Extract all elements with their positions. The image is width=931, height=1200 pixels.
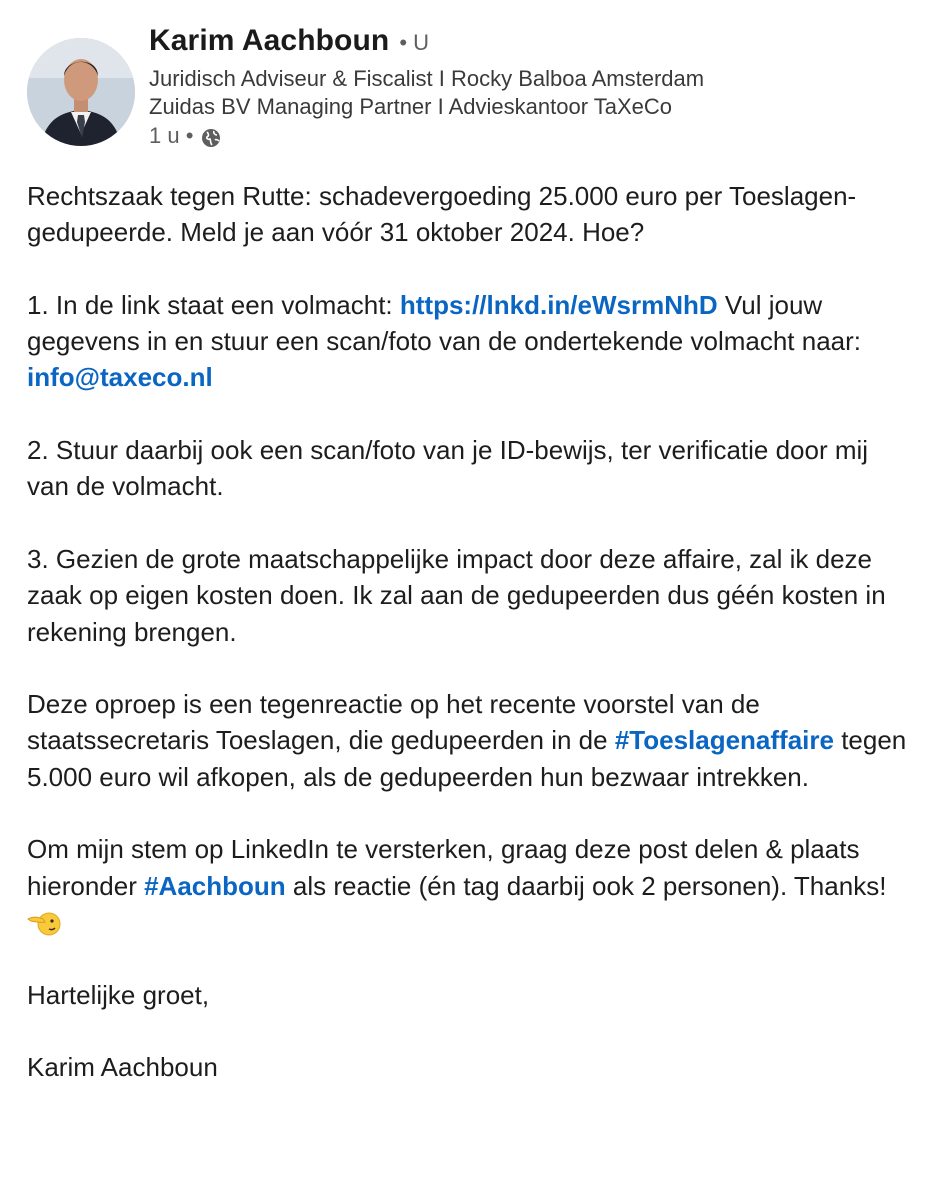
step1-text: 1. In de link staat een volmacht: (27, 289, 400, 320)
post-step-1 (27, 287, 917, 396)
headline-line: Juridisch Adviseur & Fiscalist I Rocky Balboa Amsterdam (149, 66, 705, 91)
hashtag-aachboun[interactable]: #Aachboun (144, 870, 286, 901)
globe-icon (201, 126, 221, 146)
post-paragraph-4 (27, 686, 917, 795)
para4-text: Deze oproep is een tegenreactie op het recente voorstel van de staatssecretaris Toeslagen, die gedupeerden in de (27, 689, 760, 756)
avatar[interactable] (27, 38, 135, 146)
profile-photo (27, 38, 135, 146)
hashtag-toeslagenaffaire[interactable]: #Toeslagenaffaire (614, 725, 834, 756)
volmacht-link[interactable]: https://lnkd.in/eWsrmNhD (399, 289, 718, 320)
headline-line: Zuidas BV Managing Partner I Advieskantoor TaXeCo (149, 94, 673, 119)
email-link[interactable]: info@taxeco.nl (27, 362, 213, 393)
author-headline (149, 65, 911, 121)
pointing-face-emoji-icon (27, 907, 61, 937)
post-intro: Rechtszaak tegen Rutte: schadevergoeding 25.000 euro per Toeslagen-gedupeerde. Meld je aan vóór 31 oktober 2024. Hoe? (27, 181, 857, 248)
post-meta (149, 121, 911, 151)
connection-degree: • U (399, 30, 430, 55)
para4-text-after: tegen 5.000 euro wil afkopen, als de gedupeerden hun bezwaar intrekken. (27, 725, 907, 792)
post-signature: Karim Aachboun (27, 1052, 218, 1083)
step1-text-middle: Vul jouw gegevens in en stuur een scan/foto van de ondertekende volmacht naar: (27, 289, 862, 357)
post-time: 1 u • (149, 123, 194, 148)
post-greeting: Hartelijke groet, (27, 979, 210, 1010)
author-name[interactable]: Karim Aachboun (149, 24, 390, 57)
post-step-3: 3. Gezien de grote maatschappelijke impact door deze affaire, zal ik deze zaak op eigen kosten doen. Ik zal aan de gedupeerden dus géén kosten in rekening brengen. (27, 543, 886, 647)
para5-text-after: als reactie (én tag daarbij ook 2 personen). Thanks! (285, 870, 887, 901)
post-paragraph-5 (27, 831, 917, 940)
para5-text: Om mijn stem op LinkedIn te versterken, graag deze post delen & plaats hieronder (27, 834, 860, 901)
post-header (27, 24, 911, 154)
post-body (27, 178, 917, 1085)
post-step-2: 2. Stuur daarbij ook een scan/foto van je ID-bewijs, ter verificatie door mij van de volmacht. (27, 435, 869, 502)
